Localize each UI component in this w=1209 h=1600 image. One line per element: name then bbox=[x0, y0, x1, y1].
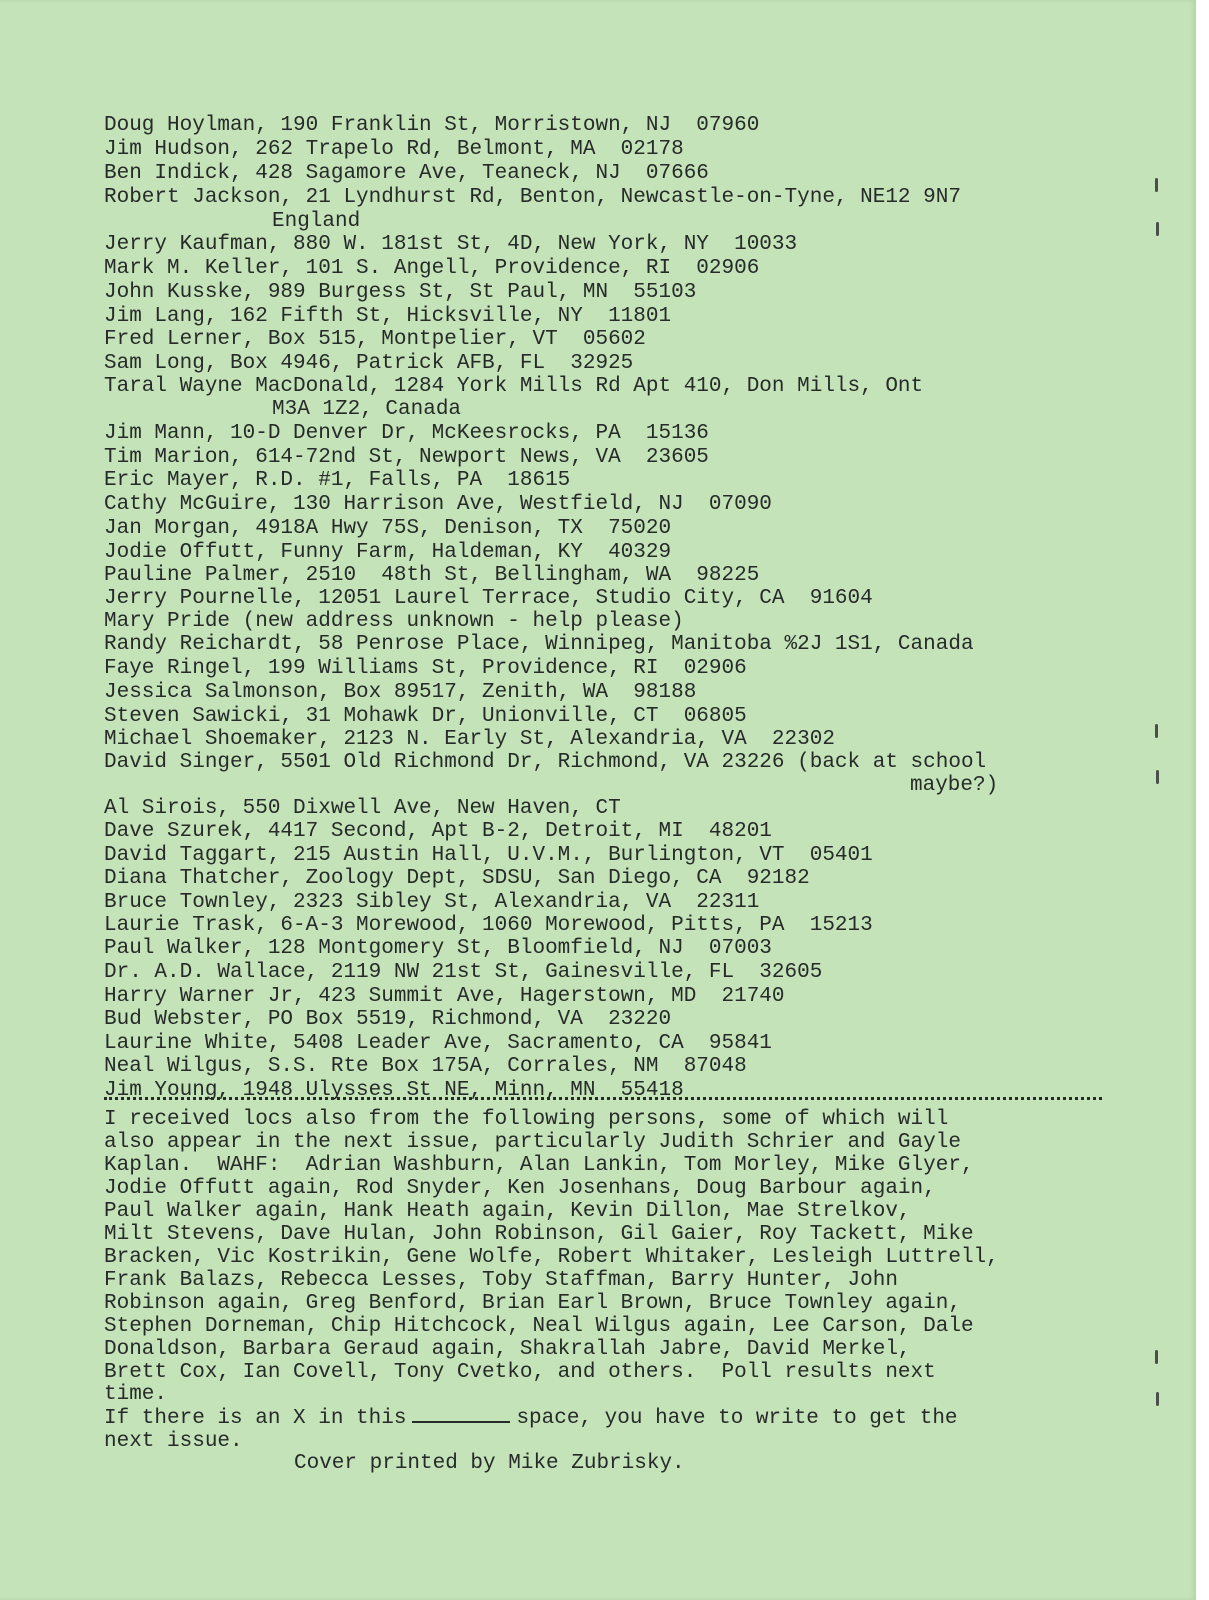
address-line: Jodie Offutt, Funny Farm, Haldeman, KY 40329 bbox=[104, 541, 672, 564]
address-line: Robert Jackson, 21 Lyndhurst Rd, Benton, Newcastle-on-Tyne, NE12 9N7 bbox=[104, 186, 961, 209]
address-line: Cathy McGuire, 130 Harrison Ave, Westfield, NJ 07090 bbox=[104, 493, 772, 516]
address-line: Laurie Trask, 6-A-3 Morewood, 1060 Morewood, Pitts, PA 15213 bbox=[104, 914, 873, 937]
address-line: Tim Marion, 614-72nd St, Newport News, VA 23605 bbox=[104, 446, 709, 469]
address-line: Sam Long, Box 4946, Patrick AFB, FL 32925 bbox=[104, 352, 634, 375]
staple-mark bbox=[1155, 724, 1158, 738]
address-continuation: maybe?) bbox=[910, 774, 999, 797]
address-line: Eric Mayer, R.D. #1, Falls, PA 18615 bbox=[104, 469, 571, 492]
address-line: David Singer, 5501 Old Richmond Dr, Richmond, VA 23226 (back at school bbox=[104, 751, 987, 774]
x-mark-blank bbox=[412, 1420, 510, 1423]
locs-line: Donaldson, Barbara Geraud again, Shakrallah Jabre, David Merkel, bbox=[104, 1338, 911, 1361]
address-line: Randy Reichardt, 58 Penrose Place, Winnipeg, Manitoba %2J 1S1, Canada bbox=[104, 633, 974, 656]
notice-text-after: space, you have to write to get the bbox=[516, 1407, 958, 1430]
address-line: Harry Warner Jr, 423 Summit Ave, Hagerstown, MD 21740 bbox=[104, 985, 785, 1008]
staple-mark bbox=[1156, 770, 1159, 784]
address-line: Paul Walker, 128 Montgomery St, Bloomfield, NJ 07003 bbox=[104, 937, 772, 960]
address-line: Fred Lerner, Box 515, Montpelier, VT 05602 bbox=[104, 328, 646, 351]
locs-line: Kaplan. WAHF: Adrian Washburn, Alan Lankin, Tom Morley, Mike Glyer, bbox=[104, 1154, 974, 1177]
address-line: Michael Shoemaker, 2123 N. Early St, Alexandria, VA 22302 bbox=[104, 728, 835, 751]
address-line: Diana Thatcher, Zoology Dept, SDSU, San Diego, CA 92182 bbox=[104, 867, 810, 890]
locs-line: Paul Walker again, Hank Heath again, Kevin Dillon, Mae Strelkov, bbox=[104, 1200, 911, 1223]
renewal-notice-line2: next issue. bbox=[104, 1430, 243, 1453]
locs-line: Stephen Dorneman, Chip Hitchcock, Neal Wilgus again, Lee Carson, Dale bbox=[104, 1315, 974, 1338]
locs-line: also appear in the next issue, particularly Judith Schrier and Gayle bbox=[104, 1131, 961, 1154]
locs-line: Frank Balazs, Rebecca Lesses, Toby Staffman, Barry Hunter, John bbox=[104, 1269, 898, 1292]
staple-mark bbox=[1156, 222, 1159, 236]
dotted-separator bbox=[104, 1097, 1102, 1100]
address-line: David Taggart, 215 Austin Hall, U.V.M., Burlington, VT 05401 bbox=[104, 844, 873, 867]
address-line: Bruce Townley, 2323 Sibley St, Alexandria, VA 22311 bbox=[104, 891, 760, 914]
address-line: Jim Hudson, 262 Trapelo Rd, Belmont, MA 02178 bbox=[104, 138, 684, 161]
address-line: Mary Pride (new address unknown - help please) bbox=[104, 610, 684, 633]
address-line: Jan Morgan, 4918A Hwy 75S, Denison, TX 75020 bbox=[104, 517, 672, 540]
staple-mark bbox=[1155, 178, 1158, 192]
locs-line: Jodie Offutt again, Rod Snyder, Ken Josenhans, Doug Barbour again, bbox=[104, 1177, 936, 1200]
address-continuation: England bbox=[272, 210, 361, 233]
address-line: Bud Webster, PO Box 5519, Richmond, VA 23220 bbox=[104, 1008, 672, 1031]
address-line: Dave Szurek, 4417 Second, Apt B-2, Detroit, MI 48201 bbox=[104, 820, 772, 843]
staple-mark bbox=[1155, 1350, 1158, 1364]
locs-line: time. bbox=[104, 1383, 168, 1406]
address-line: Steven Sawicki, 31 Mohawk Dr, Unionville, CT 06805 bbox=[104, 705, 747, 728]
address-line: Taral Wayne MacDonald, 1284 York Mills Rd Apt 410, Don Mills, Ont bbox=[104, 375, 924, 398]
address-continuation: M3A 1Z2, Canada bbox=[272, 398, 462, 421]
renewal-notice bbox=[104, 1407, 958, 1431]
address-line: Neal Wilgus, S.S. Rte Box 175A, Corrales, NM 87048 bbox=[104, 1055, 747, 1078]
address-line: Jim Lang, 162 Fifth St, Hicksville, NY 11801 bbox=[104, 305, 672, 328]
address-line: Pauline Palmer, 2510 48th St, Bellingham, WA 98225 bbox=[104, 564, 760, 587]
address-line: John Kusske, 989 Burgess St, St Paul, MN 55103 bbox=[104, 281, 697, 304]
address-line: Jerry Kaufman, 880 W. 181st St, 4D, New York, NY 10033 bbox=[104, 233, 798, 256]
address-line: Dr. A.D. Wallace, 2119 NW 21st St, Gainesville, FL 32605 bbox=[104, 961, 823, 984]
locs-line: Robinson again, Greg Benford, Brian Earl Brown, Bruce Townley again, bbox=[104, 1292, 961, 1315]
address-line: Mark M. Keller, 101 S. Angell, Providence, RI 02906 bbox=[104, 257, 760, 280]
address-line: Al Sirois, 550 Dixwell Ave, New Haven, CT bbox=[104, 797, 621, 820]
locs-line: Brett Cox, Ian Covell, Tony Cvetko, and others. Poll results next bbox=[104, 1361, 936, 1384]
cover-credit: Cover printed by Mike Zubrisky. bbox=[294, 1452, 685, 1475]
address-line: Jim Young, 1948 Ulysses St NE, Minn, MN 55418 bbox=[104, 1079, 684, 1102]
locs-line: Milt Stevens, Dave Hulan, John Robinson, Gil Gaier, Roy Tackett, Mike bbox=[104, 1223, 974, 1246]
address-line: Jessica Salmonson, Box 89517, Zenith, WA 98188 bbox=[104, 681, 697, 704]
address-line: Jerry Pournelle, 12051 Laurel Terrace, Studio City, CA 91604 bbox=[104, 587, 873, 610]
locs-line: Bracken, Vic Kostrikin, Gene Wolfe, Robert Whitaker, Lesleigh Luttrell, bbox=[104, 1246, 999, 1269]
address-line: Ben Indick, 428 Sagamore Ave, Teaneck, NJ 07666 bbox=[104, 162, 709, 185]
address-line: Faye Ringel, 199 Williams St, Providence, RI 02906 bbox=[104, 657, 747, 680]
notice-text-before: If there is an X in this bbox=[104, 1407, 407, 1430]
staple-mark bbox=[1156, 1392, 1159, 1406]
address-line: Laurine White, 5408 Leader Ave, Sacramento, CA 95841 bbox=[104, 1032, 772, 1055]
address-line: Doug Hoylman, 190 Franklin St, Morristown, NJ 07960 bbox=[104, 114, 760, 137]
address-line: Jim Mann, 10-D Denver Dr, McKeesrocks, PA 15136 bbox=[104, 422, 709, 445]
locs-line: I received locs also from the following persons, some of which will bbox=[104, 1108, 949, 1131]
